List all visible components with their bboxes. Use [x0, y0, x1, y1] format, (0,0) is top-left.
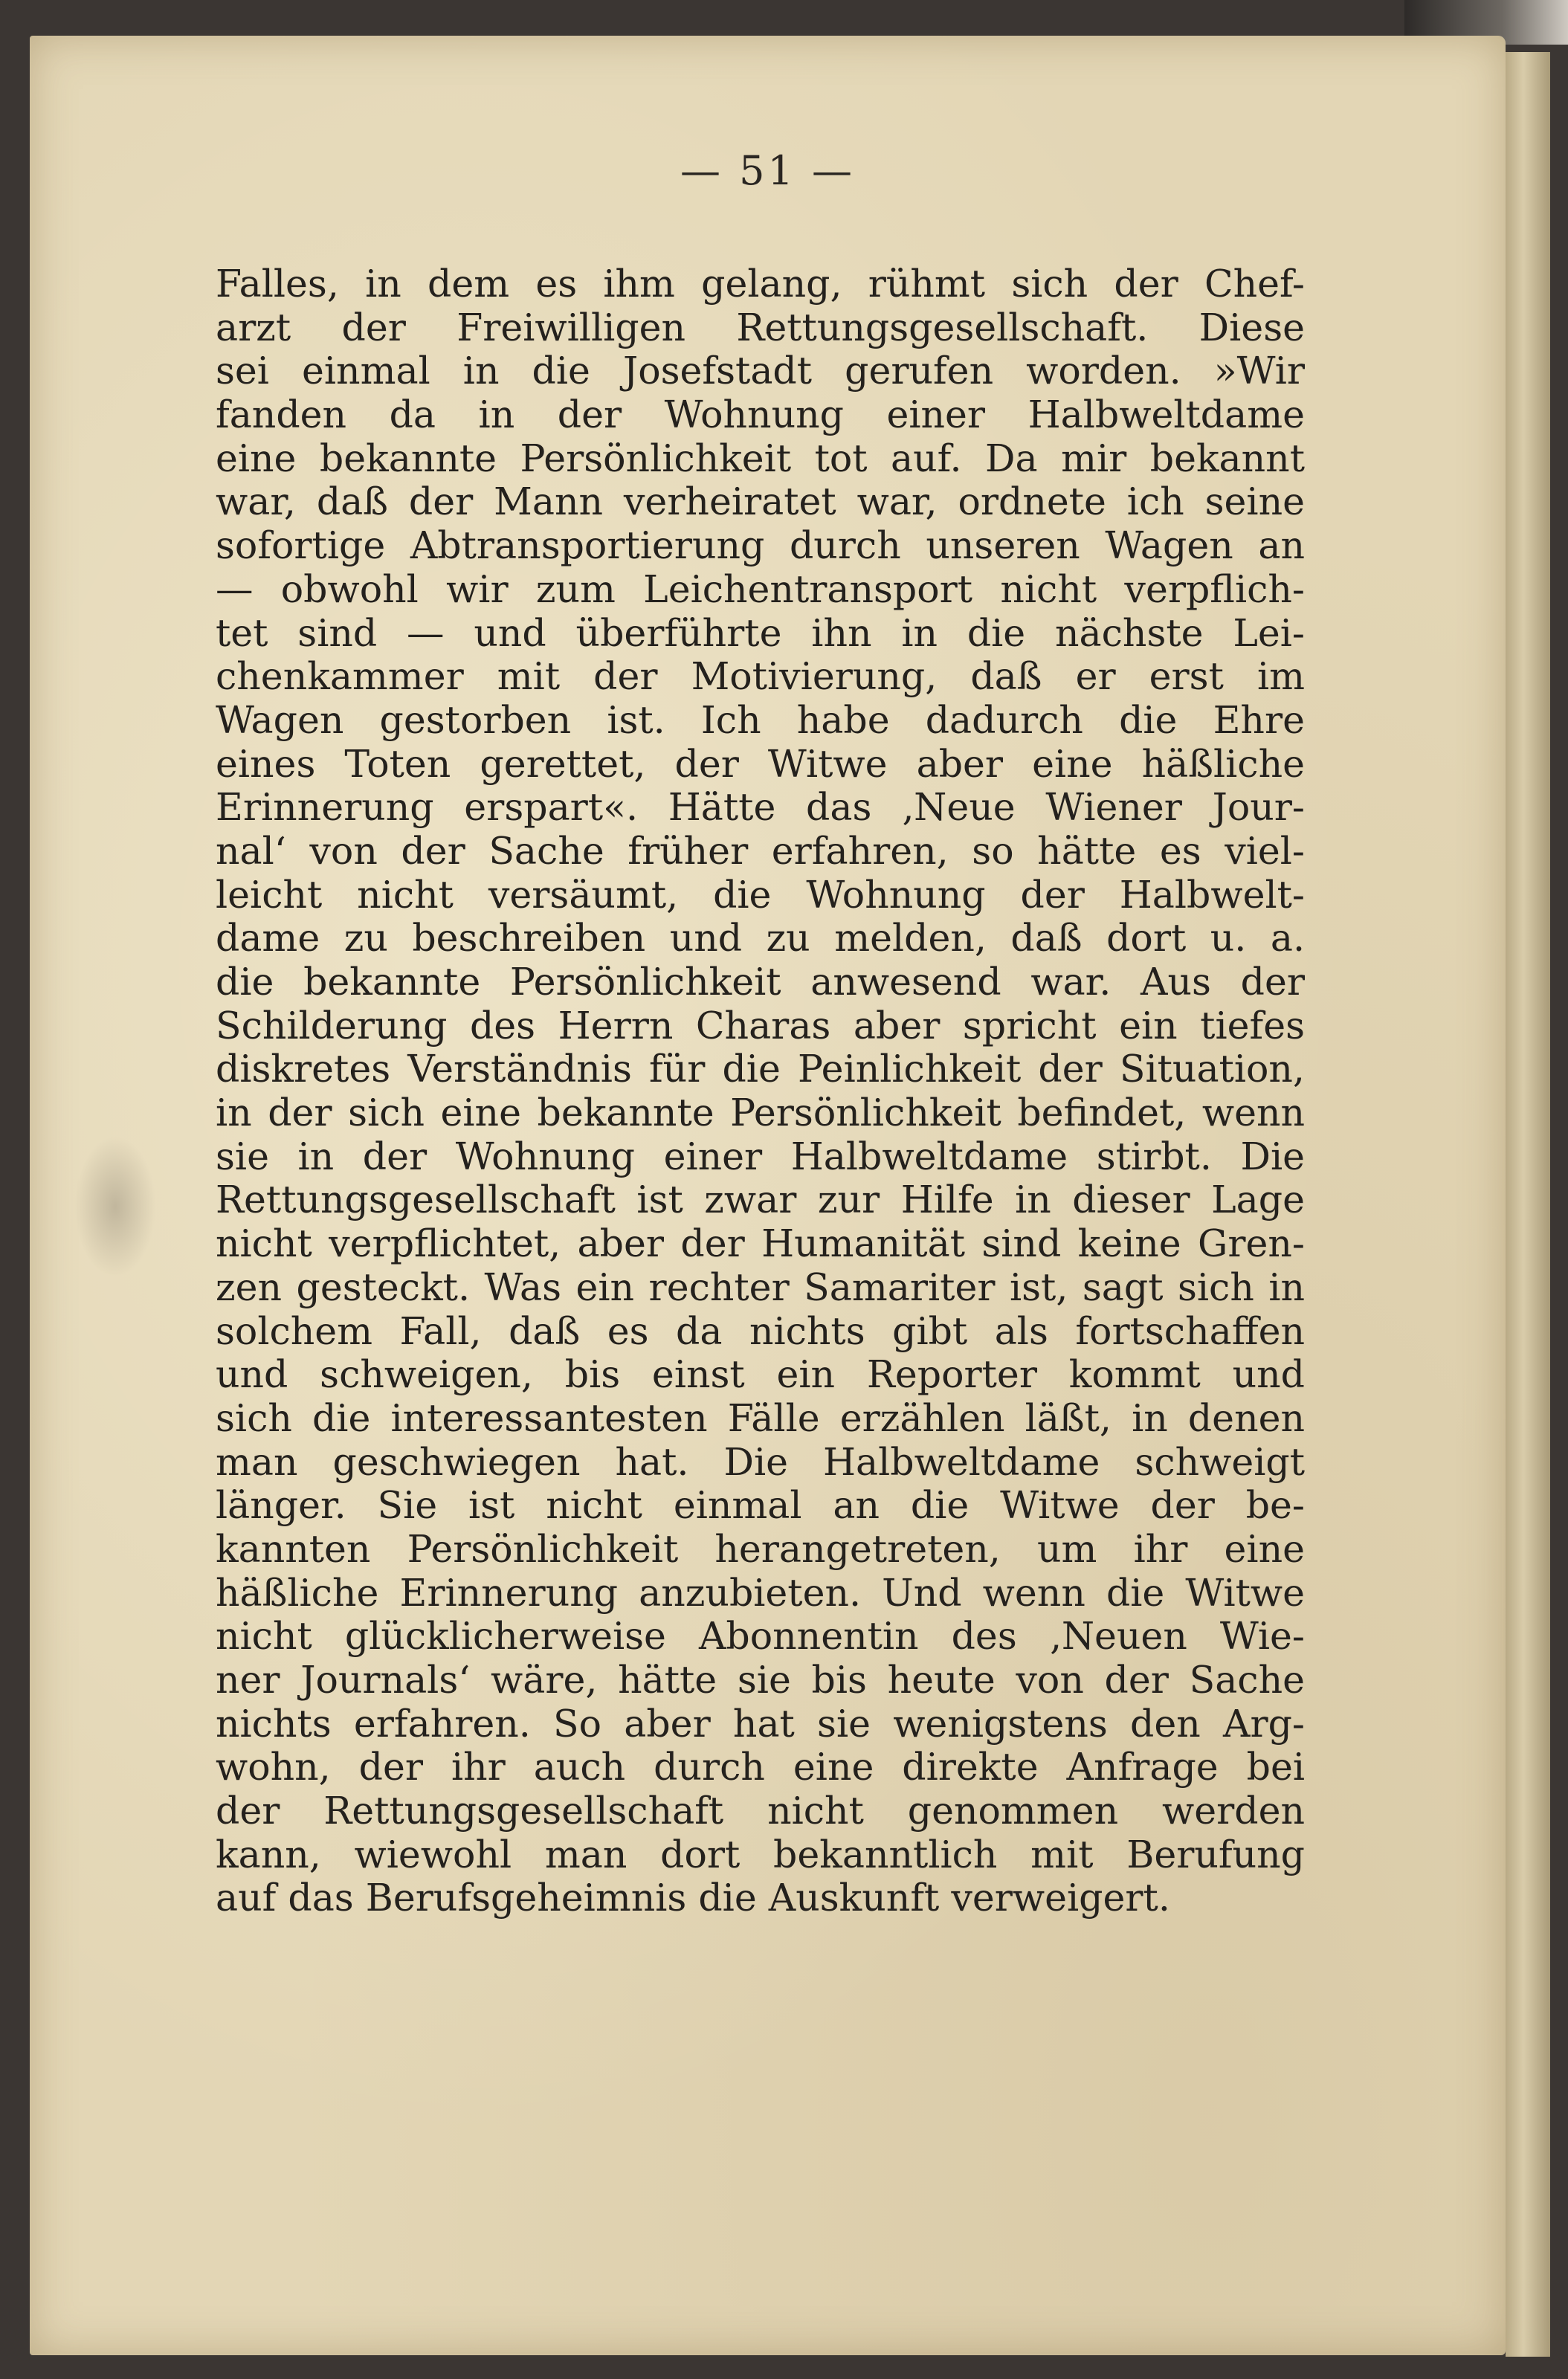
text-line: diskretes Verständnis für die Peinlichkeit der Situation, — [216, 1047, 1305, 1091]
text-line: sofortige Abtransportierung durch unseren Wagen an — [216, 523, 1305, 568]
text-line: zen gesteckt. Was ein rechter Samariter ist, sagt sich in — [216, 1265, 1305, 1309]
text-line: kann, wiewohl man dort bekanntlich mit Berufung — [216, 1832, 1305, 1876]
text-line: sei einmal in die Josefstadt gerufen worden. »Wir — [216, 349, 1305, 393]
text-line: Falles, in dem es ihm gelang, rühmt sich der Chef- — [216, 262, 1305, 306]
text-line: nicht verpflichtet, aber der Humanität sind keine Gren- — [216, 1221, 1305, 1266]
text-line: und schweigen, bis einst ein Reporter kommt und — [216, 1352, 1305, 1397]
text-line: wohn, der ihr auch durch eine direkte Anfrage bei — [216, 1745, 1305, 1789]
text-line: Wagen gestorben ist. Ich habe dadurch die Ehre — [216, 697, 1305, 742]
text-line: Erinnerung erspart«. Hätte das ‚Neue Wiener Jour- — [216, 785, 1305, 830]
book-page — [30, 36, 1506, 2355]
text-line: — obwohl wir zum Leichentransport nicht verpflich- — [216, 566, 1305, 611]
text-line: in der sich eine bekannte Persönlichkeit befindet, wenn — [216, 1091, 1305, 1135]
text-line: kannten Persönlichkeit herangetreten, um ihr eine — [216, 1526, 1305, 1571]
text-line: nicht glücklicherweise Abonnentin des ‚Neuen Wie- — [216, 1614, 1305, 1659]
text-line: häßliche Erinnerung anzubieten. Und wenn die Witwe — [216, 1570, 1305, 1615]
text-line: Rettungsgesellschaft ist zwar zur Hilfe in dieser Lage — [216, 1178, 1305, 1222]
text-line: fanden da in der Wohnung einer Halbweltdame — [216, 393, 1305, 437]
text-line: die bekannte Persönlichkeit anwesend war. Aus der — [216, 960, 1305, 1004]
page-number: — 51 — — [680, 147, 856, 194]
text-line: der Rettungsgesellschaft nicht genommen werden — [216, 1789, 1305, 1833]
text-line: war, daß der Mann verheiratet war, ordnete ich seine — [216, 480, 1305, 524]
text-line: dame zu beschreiben und zu melden, daß dort u. a. — [216, 916, 1305, 961]
text-line: auf das Berufsgeheimnis die Auskunft verweigert. — [216, 1876, 1170, 1920]
text-line: eine bekannte Persönlichkeit tot auf. Da mir bekannt — [216, 436, 1305, 480]
text-line: ner Journals‘ wäre, hätte sie bis heute von der Sache — [216, 1658, 1305, 1702]
paper-stain — [74, 1136, 156, 1277]
text-line: länger. Sie ist nicht einmal an die Witwe der be- — [216, 1483, 1305, 1528]
text-line: sich die interessantesten Fälle erzählen läßt, in denen — [216, 1395, 1305, 1440]
text-line: leicht nicht versäumt, die Wohnung der Halbwelt- — [216, 872, 1305, 917]
text-line: tet sind — und überführte ihn in die nächste Lei- — [216, 610, 1305, 655]
text-line: eines Toten gerettet, der Witwe aber eine häßliche — [216, 741, 1305, 786]
text-line: arzt der Freiwilligen Rettungsgesellschaft. Diese — [216, 305, 1305, 349]
text-line: sie in der Wohnung einer Halbweltdame stirbt. Die — [216, 1134, 1305, 1178]
text-line: nichts erfahren. So aber hat sie wenigstens den Arg- — [216, 1701, 1305, 1746]
next-page-edge — [1506, 52, 1550, 2357]
text-line: man geschwiegen hat. Die Halbweltdame schweigt — [216, 1439, 1305, 1484]
text-line: Schilderung des Herrn Charas aber spricht ein tiefes — [216, 1003, 1305, 1048]
text-line: solchem Fall, daß es da nichts gibt als fortschaffen — [216, 1308, 1305, 1353]
body-text — [216, 262, 1305, 1920]
text-line: nal‘ von der Sache früher erfahren, so hätte es viel- — [216, 828, 1305, 873]
text-line: chenkammer mit der Motivierung, daß er erst im — [216, 654, 1305, 699]
